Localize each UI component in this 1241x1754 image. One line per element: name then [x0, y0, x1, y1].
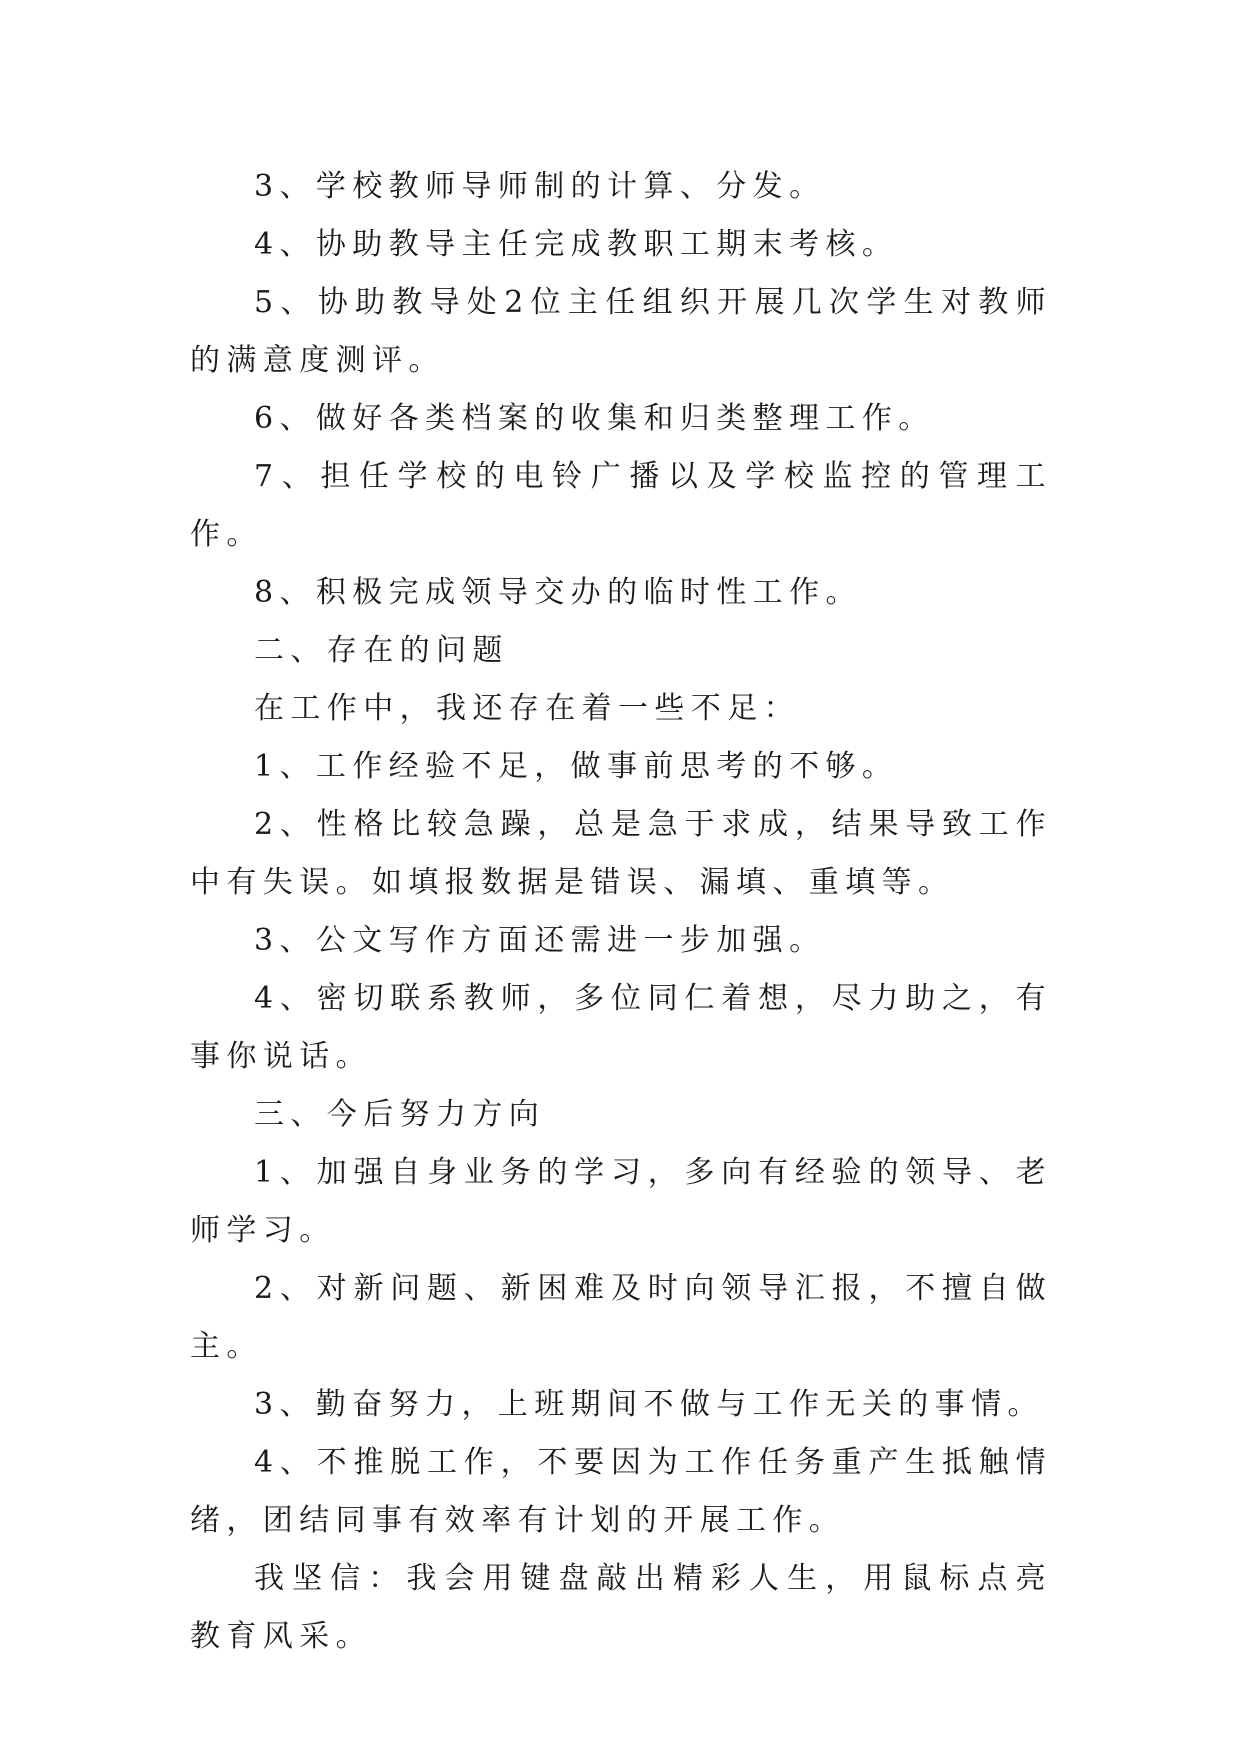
list-item: 3、勤奋努力，上班期间不做与工作无关的事情。 [254, 1387, 1044, 1422]
list-item: 1、工作经验不足，做事前思考的不够。 [254, 749, 899, 784]
list-item: 4、密切联系教师，多位同仁着想，尽力助之，有事你说话。 [190, 981, 1052, 1074]
list-item: 5、协助教导处2位主任组织开展几次学生对教师的满意度测评。 [190, 285, 1052, 378]
list-item: 3、公文写作方面还需进一步加强。 [254, 923, 826, 958]
list-item: 2、对新问题、新困难及时向领导汇报，不擅自做主。 [190, 1271, 1052, 1364]
section-heading-problems: 二、存在的问题 [254, 633, 509, 668]
list-item: 4、协助教导主任完成教职工期末考核。 [254, 227, 899, 262]
list-item: 6、做好各类档案的收集和归类整理工作。 [254, 401, 935, 436]
section-heading-direction: 三、今后努力方向 [254, 1097, 546, 1132]
list-item: 3、学校教师导师制的计算、分发。 [254, 169, 826, 204]
document-body [190, 158, 1052, 1666]
list-item: 8、积极完成领导交办的临时性工作。 [254, 575, 862, 610]
list-item: 1、加强自身业务的学习，多向有经验的领导、老师学习。 [190, 1155, 1052, 1248]
list-item: 4、不推脱工作，不要因为工作任务重产生抵触情绪，团结同事有效率有计划的开展工作。 [190, 1445, 1052, 1538]
list-item: 7、担任学校的电铃广播以及学校监控的管理工作。 [190, 459, 1052, 552]
body-paragraph: 在工作中，我还存在着一些不足： [254, 691, 800, 726]
closing-paragraph: 我坚信：我会用键盘敲出精彩人生，用鼠标点亮教育风采。 [190, 1561, 1052, 1654]
list-item: 2、性格比较急躁，总是急于求成，结果导致工作中有失误。如填报数据是错误、漏填、重填等。 [190, 807, 1052, 900]
